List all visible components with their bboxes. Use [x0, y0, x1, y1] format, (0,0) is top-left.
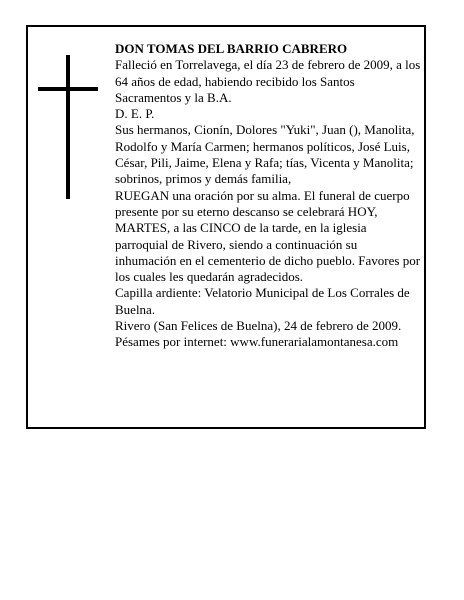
cross-vertical-bar: [66, 55, 70, 199]
obituary-notice: [26, 25, 426, 429]
rest-in-peace: D. E. P.: [115, 106, 155, 122]
notice-text: [115, 41, 421, 351]
family-list: Sus hermanos, Cionín, Dolores "Yuki", Juan (), Manolita, Rodolfo y María Carmen; hermanos políticos, José Luis, César, Pili, Jaime, Elena y Rafa; tías, Vicenta y Manolita; sobrinos, primos y demás familia,: [115, 122, 415, 187]
cross-horizontal-bar: [38, 87, 98, 91]
place-and-date: Rivero (San Felices de Buelna), 24 de febrero de 2009.: [115, 318, 402, 334]
funeral-home: Capilla ardiente: Velatorio Municipal de Los Corrales de Buelna.: [115, 285, 410, 317]
cross-icon: [38, 55, 98, 199]
deceased-name: DON TOMAS DEL BARRIO CABRERO: [115, 41, 348, 56]
online-condolences: Pésames por internet: www.funerarialamontanesa.com: [115, 334, 399, 350]
death-announcement: Falleció en Torrelavega, el día 23 de febrero de 2009, a los 64 años de edad, habiendo recibido los Santos Sacramentos y la B.A.: [115, 57, 421, 105]
funeral-details: RUEGAN una oración por su alma. El funeral de cuerpo presente por su eterno descanso se celebrará HOY, MARTES, a las CINCO de la tarde, en la iglesia parroquial de Rivero, siendo a continuación su inhumación en el cementerio de dicho pueblo. Favores por los cuales les quedarán agradecidos.: [115, 187, 421, 285]
